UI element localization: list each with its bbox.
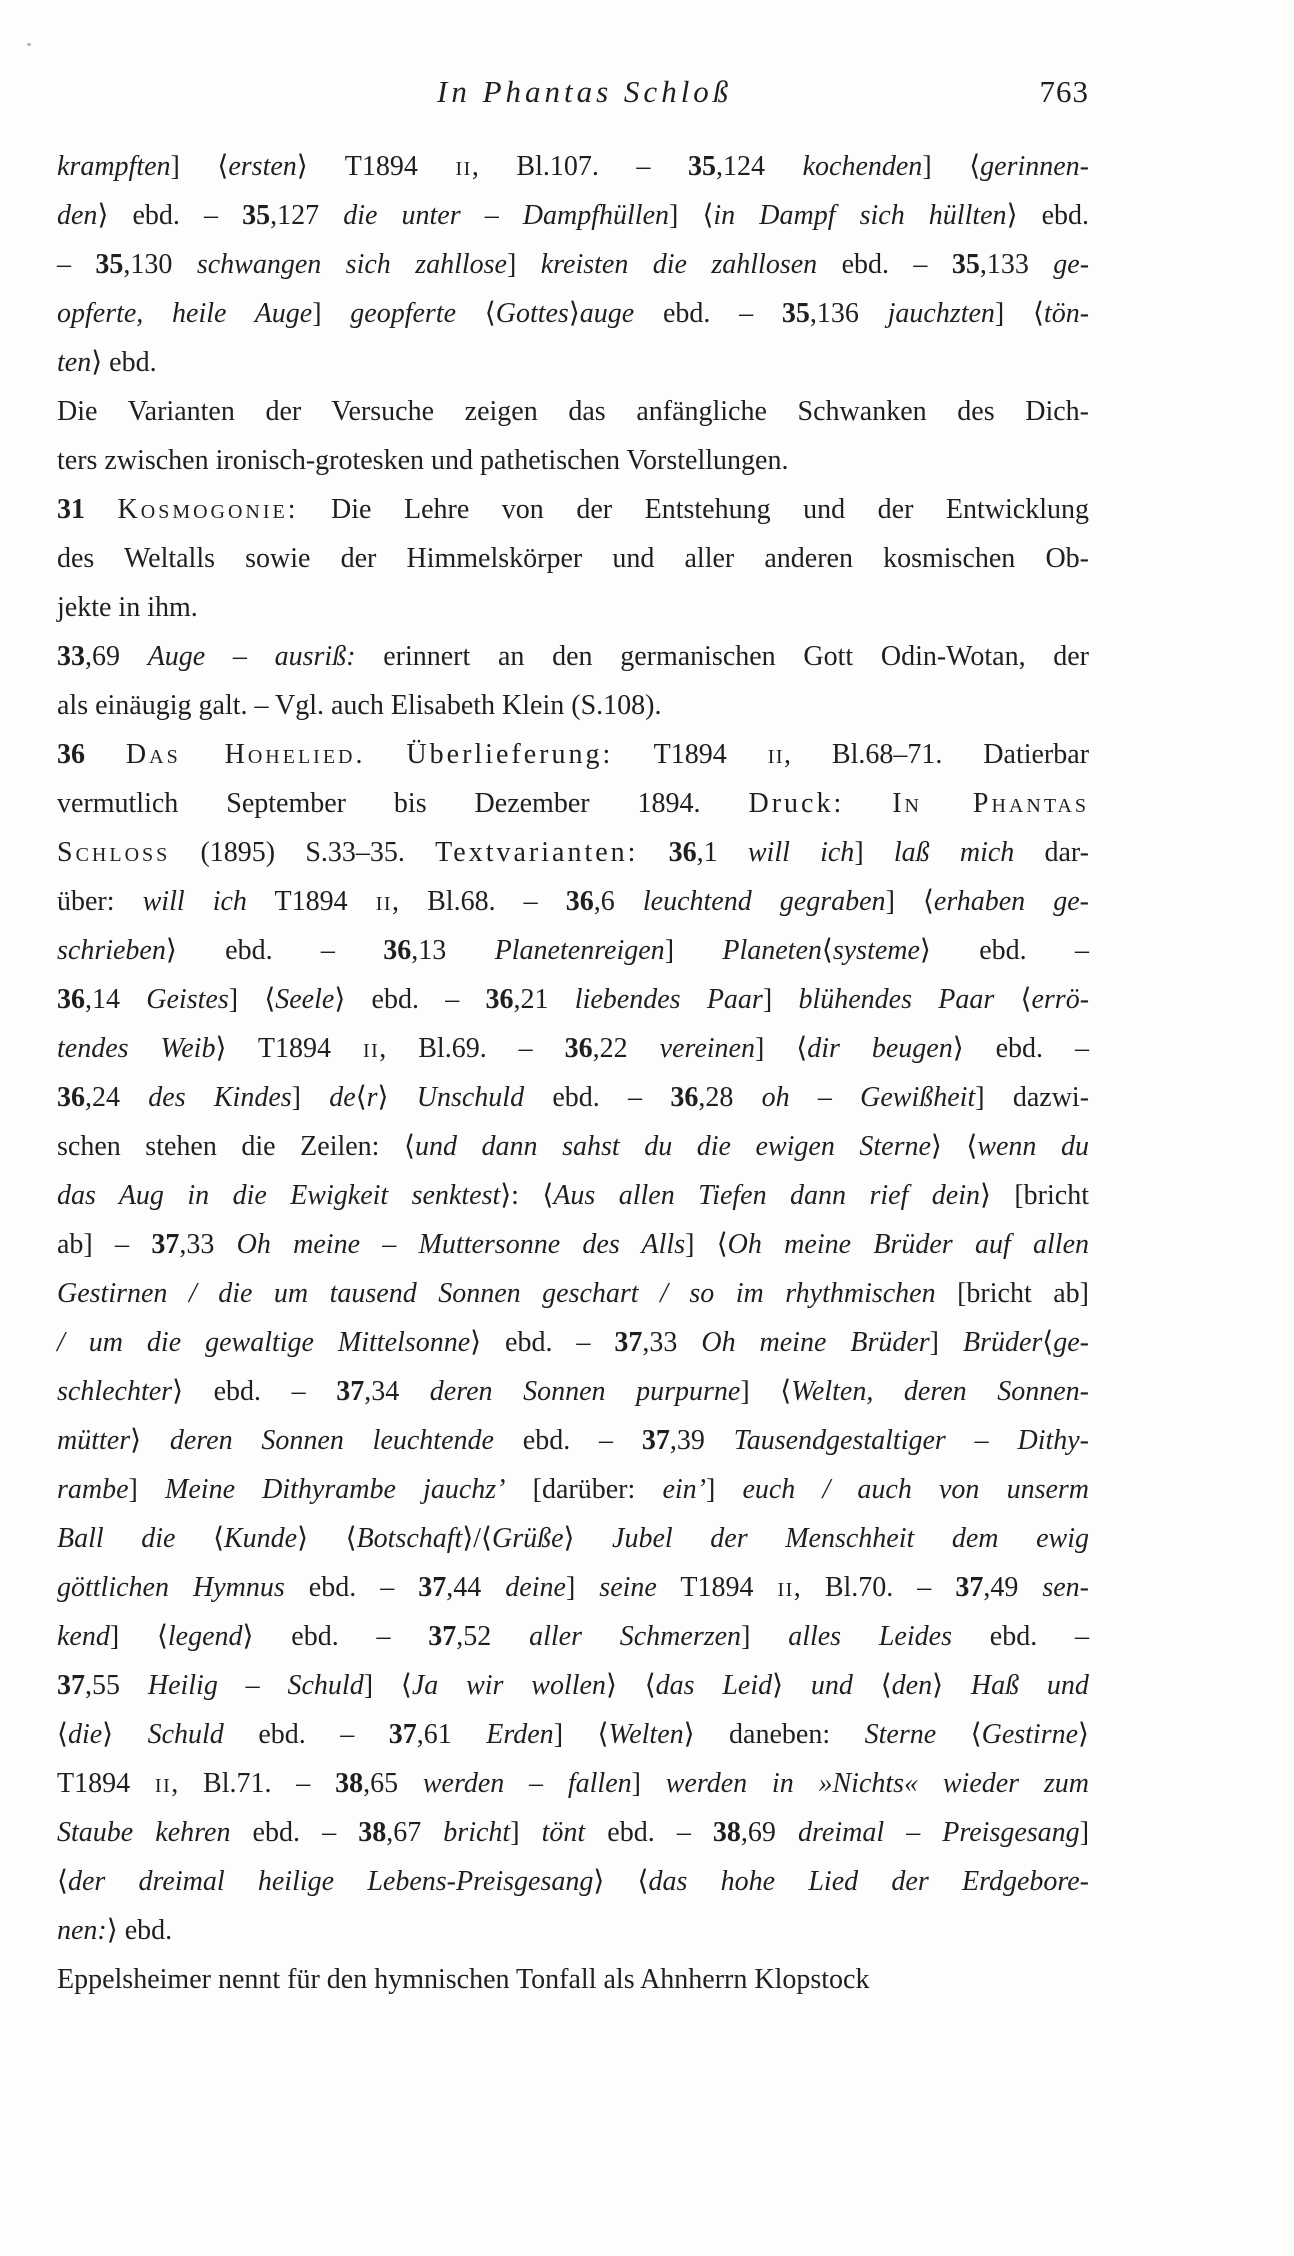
text-line: über: will ich T1894 ii, Bl.68. – 36,6 leuchtend gegraben] ⟨erhaben ge- xyxy=(57,886,1089,917)
text-line: Die Varianten der Versuche zeigen das anfängliche Schwanken des Dich- xyxy=(57,396,1089,427)
text-line: göttlichen Hymnus ebd. – 37,44 deine] seine T1894 ii, Bl.70. – 37,49 sen- xyxy=(57,1572,1090,1603)
text-line: ters zwischen ironisch-grotesken und pathetischen Vorstellungen. xyxy=(57,445,789,476)
text-line: schlechter⟩ ebd. – 37,34 deren Sonnen purpurne] ⟨Welten, deren Sonnen- xyxy=(57,1376,1089,1407)
page-title: In Phantas Schloß xyxy=(437,74,733,109)
text-line: / um die gewaltige Mittelsonne⟩ ebd. – 37,33 Oh meine Brüder] Brüder⟨ge- xyxy=(57,1327,1089,1358)
text-line: jekte in ihm. xyxy=(57,592,198,623)
text-line: mütter⟩ deren Sonnen leuchtende ebd. – 37,39 Tausendgestaltiger – Dithy- xyxy=(57,1425,1090,1456)
text-line: T1894 ii, Bl.71. – 38,65 werden – fallen] werden in »Nichts« wieder zum xyxy=(57,1768,1089,1799)
text-line: des Weltalls sowie der Himmelskörper und aller anderen kosmischen Ob- xyxy=(57,543,1089,574)
text-line: 36 Das Hohelied. Überlieferung: T1894 ii, Bl.68–71. Datierbar xyxy=(57,739,1090,770)
text-line: opferte, heile Auge] geopferte ⟨Gottes⟩auge ebd. – 35,136 jauchzten] ⟨tön- xyxy=(57,298,1090,329)
text-block xyxy=(57,142,1089,2004)
text-line: 33,69 Auge – ausriß: erinnert an den germanischen Gott Odin-Wotan, der xyxy=(57,641,1090,672)
text-line: – 35,130 schwangen sich zahllose] kreisten die zahllosen ebd. – 35,133 ge- xyxy=(57,249,1090,280)
text-line: den⟩ ebd. – 35,127 die unter – Dampfhüllen] ⟨in Dampf sich hüllten⟩ ebd. xyxy=(57,200,1090,231)
text-line: ⟨der dreimal heilige Lebens-Preisgesang⟩ ⟨das hohe Lied der Erdgebore- xyxy=(57,1866,1089,1897)
text-line: ten⟩ ebd. xyxy=(57,347,157,378)
text-line: Ball die ⟨Kunde⟩ ⟨Botschaft⟩/⟨Grüße⟩ Jubel der Menschheit dem ewig xyxy=(57,1523,1089,1554)
text-line: ab] – 37,33 Oh meine – Muttersonne des Alls] ⟨Oh meine Brüder auf allen xyxy=(57,1229,1090,1260)
text-line: rambe] Meine Dithyrambe jauchz’ [darüber: ein’] euch / auch von unserm xyxy=(57,1474,1090,1505)
text-line: Schloss (1895) S.33–35. Textvarianten: 36,1 will ich] laß mich dar- xyxy=(57,837,1090,868)
text-line: 31 Kosmogonie: Die Lehre von der Entstehung und der Entwicklung xyxy=(57,494,1090,525)
text-line: kend] ⟨legend⟩ ebd. – 37,52 aller Schmerzen] alles Leides ebd. – xyxy=(57,1621,1089,1652)
text-line: krampften] ⟨ersten⟩ T1894 ii, Bl.107. – 35,124 kochenden] ⟨gerinnen- xyxy=(57,151,1089,182)
text-line: das Aug in die Ewigkeit senktest⟩: ⟨Aus allen Tiefen dann rief dein⟩ [bricht xyxy=(57,1180,1089,1211)
text-line: schrieben⟩ ebd. – 36,13 Planetenreigen] Planeten⟨systeme⟩ ebd. – xyxy=(57,935,1089,966)
text-line: 36,14 Geistes] ⟨Seele⟩ ebd. – 36,21 liebendes Paar] blühendes Paar ⟨errö- xyxy=(57,984,1090,1015)
text-line: ⟨die⟩ Schuld ebd. – 37,61 Erden] ⟨Welten⟩ daneben: Sterne ⟨Gestirne⟩ xyxy=(57,1719,1089,1750)
text-line: schen stehen die Zeilen: ⟨und dann sahst du die ewigen Sterne⟩ ⟨wenn du xyxy=(57,1131,1089,1162)
text-line: Gestirnen / die um tausend Sonnen geschart / so im rhythmischen [bricht ab] xyxy=(57,1278,1089,1309)
running-head xyxy=(57,74,1089,118)
text-line: Eppelsheimer nennt für den hymnischen Tonfall als Ahnherrn Klopstock xyxy=(57,1964,870,1995)
scan-artifact xyxy=(27,43,31,46)
text-line: vermutlich September bis Dezember 1894. Druck: In Phantas xyxy=(57,788,1090,819)
page-number: 763 xyxy=(1039,74,1089,109)
text-line: als einäugig galt. – Vgl. auch Elisabeth Klein (S.108). xyxy=(57,690,662,721)
text-line: Staube kehren ebd. – 38,67 bricht] tönt ebd. – 38,69 dreimal – Preisgesang] xyxy=(57,1817,1090,1848)
text-line: 37,55 Heilig – Schuld] ⟨Ja wir wollen⟩ ⟨das Leid⟩ und ⟨den⟩ Haß und xyxy=(57,1670,1089,1701)
text-line: tendes Weib⟩ T1894 ii, Bl.69. – 36,22 vereinen] ⟨dir beugen⟩ ebd. – xyxy=(57,1033,1090,1064)
text-line: 36,24 des Kindes] de⟨r⟩ Unschuld ebd. – 36,28 oh – Gewißheit] dazwi- xyxy=(57,1082,1090,1113)
text-line: nen:⟩ ebd. xyxy=(57,1915,173,1946)
